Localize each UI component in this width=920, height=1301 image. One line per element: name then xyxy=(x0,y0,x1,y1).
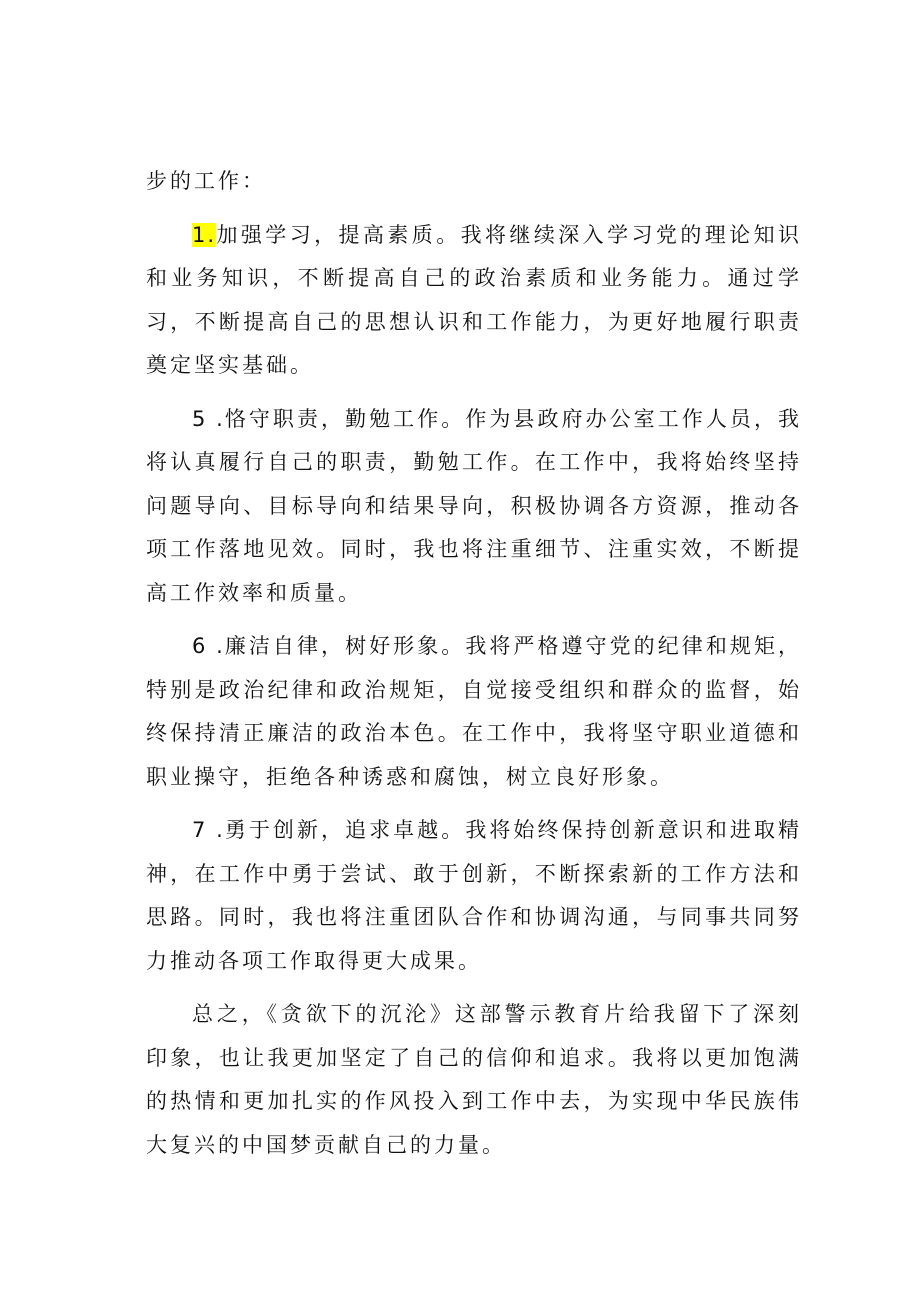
paragraph-item-7-text: 勇于创新，追求卓越。我将始终保持创新意识和进取精神，在工作中勇于尝试、敢于创新，不断探索新的工作方法和思路。同时，我也将注重团队合作和协调沟通，与同事共同努力推动各项工作取得更大成果。 xyxy=(146,818,802,973)
paragraph-item-1-text: 加强学习，提高素质。我将继续深入学习党的理论知识和业务知识，不断提高自己的政治素质和业务能力。通过学习，不断提高自己的思想认识和工作能力，为更好地履行职责奠定坚实基础。 xyxy=(146,222,802,377)
paragraph-item-7 xyxy=(146,809,802,983)
paragraph-item-5 xyxy=(146,398,802,616)
paragraph-item-6 xyxy=(146,625,802,799)
paragraph-item-6-text: 廉洁自律，树好形象。我将严格遵守党的纪律和规矩，特别是政治纪律和政治规矩，自觉接受组织和群众的监督，始终保持清正廉洁的政治本色。在工作中，我将坚守职业道德和职业操守，拒绝各种诱惑和腐蚀，树立良好形象。 xyxy=(146,634,802,789)
highlighted-item-number: 1. xyxy=(192,222,217,247)
item-number: 7 . xyxy=(192,818,225,842)
paragraph-item-5-text: 恪守职责，勤勉工作。作为县政府办公室工作人员，我将认真履行自己的职责，勤勉工作。在工作中，我将始终坚持问题导向、目标导向和结果导向，积极协调各方资源，推动各项工作落地见效。同时，我也将注重细节、注重实效，不断提高工作效率和质量。 xyxy=(146,406,802,605)
paragraph-item-1 xyxy=(146,214,802,388)
item-number: 5 . xyxy=(192,406,225,431)
item-number: 6 . xyxy=(192,634,225,658)
paragraph-conclusion: 总之，《贪欲下的沉沦》这部警示教育片给我留下了深刻印象，也让我更加坚定了自己的信仰和追求。我将以更加饱满的热情和更加扎实的作风投入到工作中去，为实现中华民族伟大复兴的中国梦贡献自己的力量。 xyxy=(146,1002,802,1157)
paragraph-continuation: 步的工作： xyxy=(146,169,266,193)
